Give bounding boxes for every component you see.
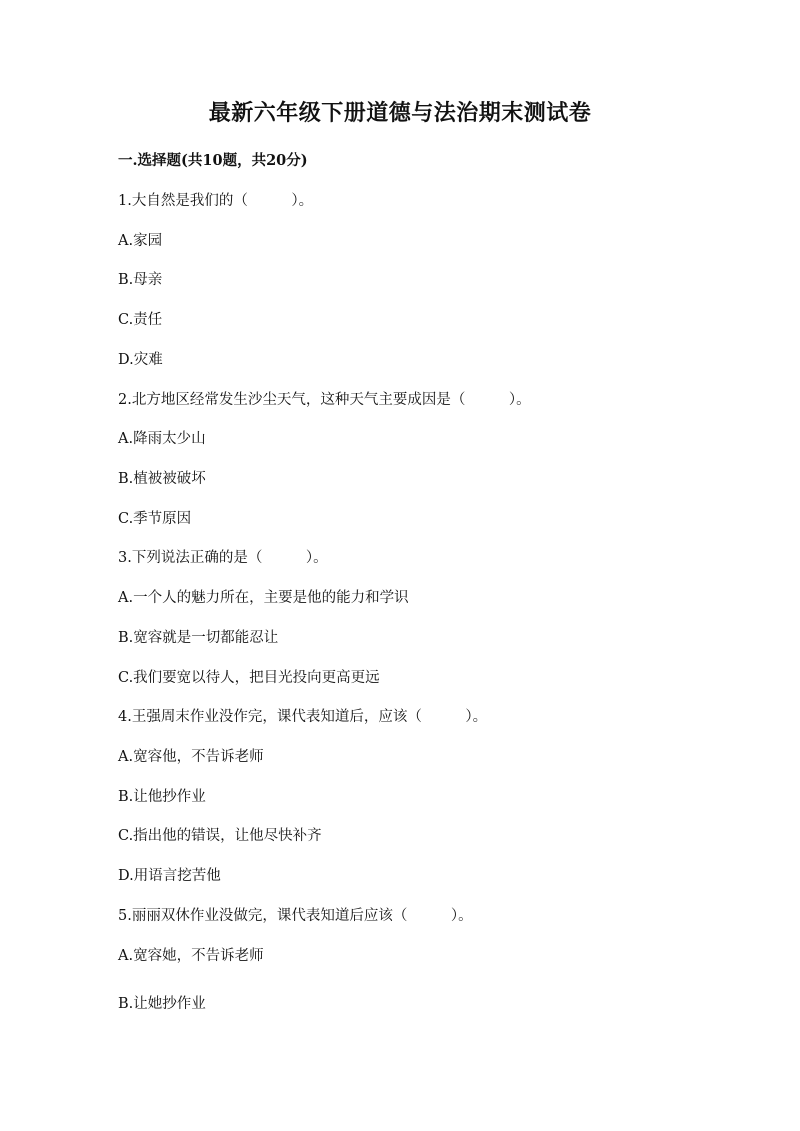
question-3-option-b: B.宽容就是一切都能忍让 — [118, 630, 279, 646]
section-heading: 一.选择题(共10题，共20分) — [118, 152, 308, 169]
question-1-stem: 1.大自然是我们的（ ）。 — [118, 193, 314, 209]
question-3-option-a: A.一个人的魅力所在，主要是他的能力和学识 — [118, 590, 409, 606]
question-1-option-c: C.责任 — [118, 312, 163, 328]
question-2-option-c: C.季节原因 — [118, 511, 192, 527]
question-5-option-a: A.宽容她，不告诉老师 — [118, 948, 264, 964]
question-2-option-b: B.植被被破坏 — [118, 471, 206, 487]
question-1-option-b: B.母亲 — [118, 272, 163, 288]
question-4-option-d: D.用语言挖苦他 — [118, 868, 221, 884]
question-2-stem: 2.北方地区经常发生沙尘天气，这种天气主要成因是（ ）。 — [118, 392, 531, 408]
question-4-option-b: B.让他抄作业 — [118, 789, 206, 805]
document-title: 最新六年级下册道德与法治期末测试卷 — [208, 100, 592, 126]
question-1-option-d: D.灾难 — [118, 352, 163, 368]
question-5-stem: 5.丽丽双休作业没做完，课代表知道后应该（ ）。 — [118, 908, 473, 924]
question-3-stem: 3.下列说法正确的是（ ）。 — [118, 550, 328, 566]
question-2-option-a: A.降雨太少山 — [118, 431, 206, 447]
question-1-option-a: A.家园 — [118, 233, 163, 249]
question-3-option-c: C.我们要宽以待人，把目光投向更高更远 — [118, 670, 380, 686]
question-4-stem: 4.王强周末作业没作完，课代表知道后，应该（ ）。 — [118, 709, 488, 725]
question-5-option-b: B.让她抄作业 — [118, 996, 206, 1012]
question-4-option-a: A.宽容他，不告诉老师 — [118, 749, 264, 765]
question-4-option-c: C.指出他的错误，让他尽快补齐 — [118, 828, 322, 844]
